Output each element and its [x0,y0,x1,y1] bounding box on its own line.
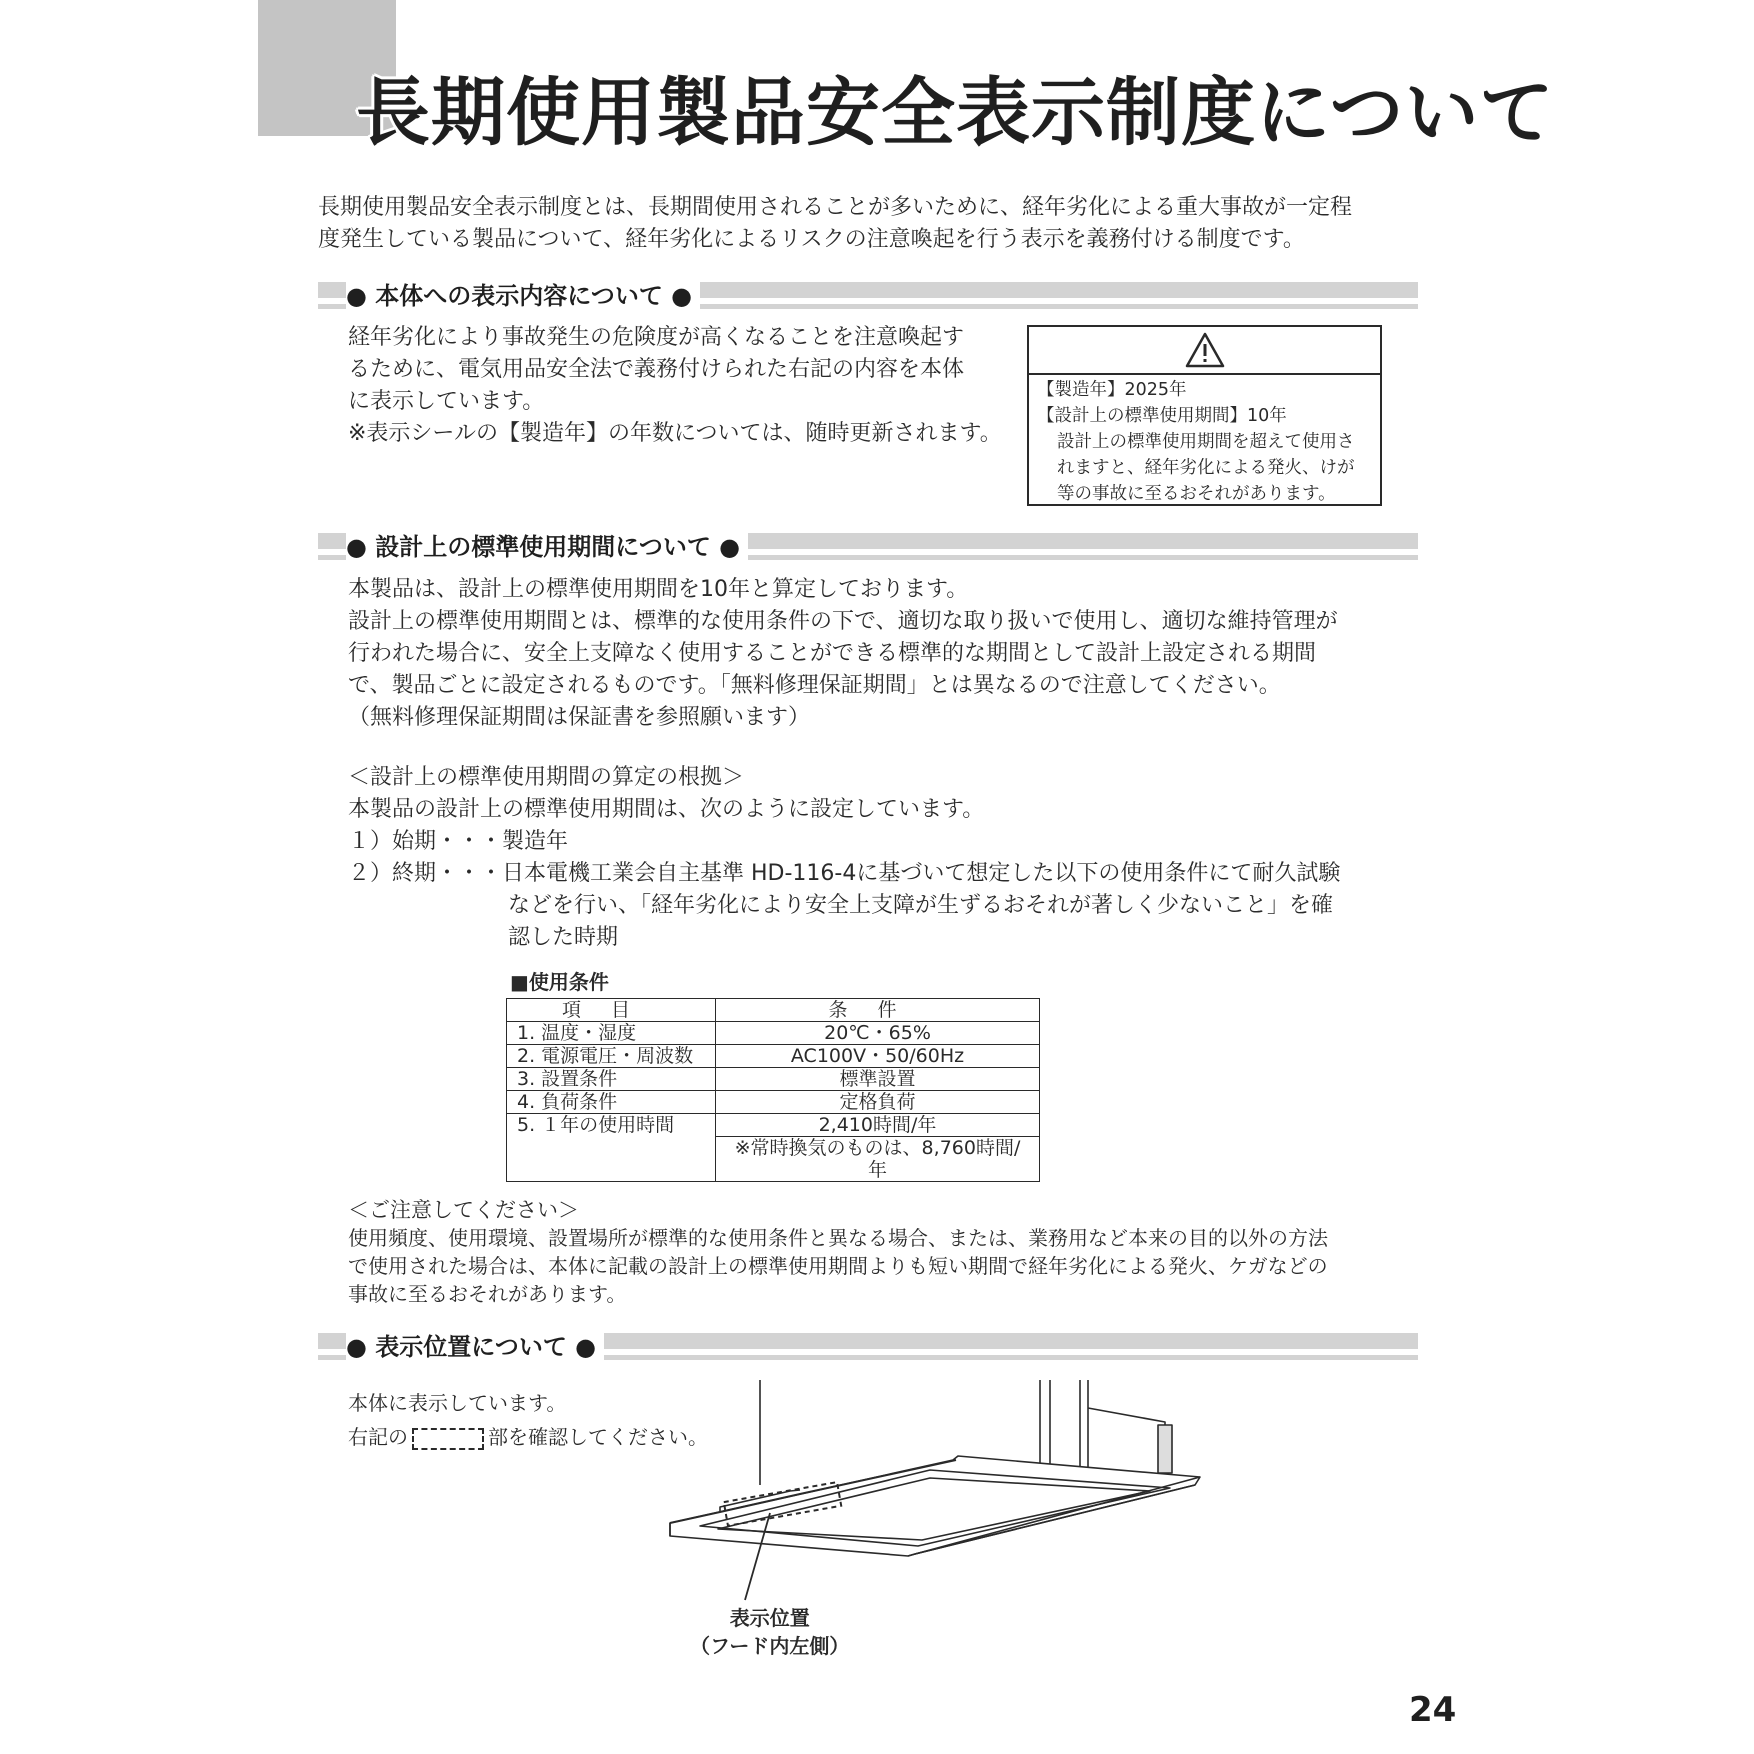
table-cell: 3. 設置条件 [507,1068,716,1091]
basis-item-start: １）始期・・・製造年 [348,829,569,854]
text-line: るために、電気用品安全法で義務付けられた右記の内容を本体 [348,357,965,382]
intro-paragraph [318,192,1418,256]
standard-period-explanation [348,574,1398,734]
table-cell: 20℃・65% [716,1022,1040,1045]
text-line: 経年劣化により事故発生の危険度が高くなることを注意喚起す [348,325,965,350]
table-title: ■使用条件 [510,970,609,994]
warning-triangle-icon [1185,332,1225,368]
text-line: 行われた場合に、安全上支障なく使用することができる標準的な期間として設計上設定される期間 [348,641,1317,666]
manufacture-year: 【製造年】2025年 [1037,380,1187,400]
warning-label-box [1027,325,1382,506]
intro-line: 長期使用製品安全表示制度とは、長期間使用されることが多いために、経年劣化による重大事故が一定程 [318,195,1353,220]
label-location-callout [690,1604,849,1660]
usage-conditions-table [506,998,1040,1182]
table-cell: 5. １年の使用時間 [507,1114,716,1182]
table-row [507,1022,1040,1045]
table-row [507,1068,1040,1091]
text-line [348,1420,708,1454]
basis-item-end: ２）終期・・・日本電機工業会自主基準 HD-116-4に基づいて想定した以下の使用条件にて耐久試験 [348,861,1341,886]
text-line: で、製品ごとに設定されるものです。「無料修理保証期間」とは異なるので注意してください。 [348,673,1281,698]
section-heading-standard-period: ● 設計上の標準使用期間について ● [346,532,748,562]
text-line: 設計上の標準使用期間とは、標準的な使用条件の下で、適切な取り扱いで使用し、適切な維持管理が [348,609,1338,634]
table-cell: 2. 電源電圧・周波数 [507,1045,716,1068]
table-cell: ※常時換気のものは、8,760時間/年 [716,1137,1040,1182]
section-heading-label-content: ● 本体への表示内容について ● [346,281,700,311]
table-row [507,1091,1040,1114]
dashed-box-marker [412,1428,484,1450]
table-header: 条件 [716,999,1040,1022]
table-cell: 標準設置 [716,1068,1040,1091]
page-title: 長期使用製品安全表示制度について [356,70,1555,156]
table-header: 項目 [507,999,716,1022]
callout-line: 表示位置 [729,1606,810,1630]
intro-line: 度発生している製品について、経年劣化によるリスクの注意喚起を行う表示を義務付ける制度です。 [318,227,1305,252]
text-line: で使用された場合は、本体に記載の設計上の標準使用期間よりも短い期間で経年劣化による発火、ケガなどの [348,1254,1328,1278]
text-line: 事故に至るおそれがあります。 [348,1282,627,1306]
table-row [507,1114,1040,1137]
table-header-row [507,999,1040,1022]
text-line: ※表示シールの【製造年】の年数については、随時更新されます。 [348,421,1002,446]
text-line: 本製品は、設計上の標準使用期間を10年と算定しております。 [348,577,969,602]
label-explanation [348,322,1018,450]
range-hood-illustration [660,1380,1220,1640]
basis-title: ＜設計上の標準使用期間の算定の根拠＞ [348,765,745,790]
table-cell: AC100V・50/60Hz [716,1045,1040,1068]
section-heading-label-location: ● 表示位置について ● [346,1332,604,1362]
standard-period: 【設計上の標準使用期間】10年 [1037,406,1287,426]
warning-label-text [1029,375,1380,507]
text-line: 使用頻度、使用環境、設置場所が標準的な使用条件と異なる場合、または、業務用など本来の目的以外の方法 [348,1226,1328,1250]
table-cell: 2,410時間/年 [716,1114,1040,1137]
calculation-basis [348,762,1398,954]
basis-item-end-cont: などを行い、「経年劣化により安全上支障が生ずるおそれが著しく少ないこと」を確 [508,893,1334,918]
table-cell: 定格負荷 [716,1091,1040,1114]
table-cell: 4. 負荷条件 [507,1091,716,1114]
page-number: 24 [1409,1690,1457,1730]
label-note-line: 設計上の標準使用期間を超えて使用さ [1057,432,1355,452]
caution-block [348,1196,1408,1308]
table-cell: 1. 温度・湿度 [507,1022,716,1045]
text-fragment: 部を確認してください。 [488,1425,708,1449]
text-line: に表示しています。 [348,389,545,414]
label-note-line: れますと、経年劣化による発火、けが [1057,458,1355,478]
text-line: 本製品の設計上の標準使用期間は、次のように設定しています。 [348,797,985,822]
text-fragment: 右記の [348,1425,408,1449]
text-line: 本体に表示しています。 [348,1391,567,1415]
label-note-line: 等の事故に至るおそれがあります。 [1057,484,1336,504]
caution-title: ＜ご注意してください＞ [348,1198,579,1222]
text-line: （無料修理保証期間は保証書を参照願います） [348,705,811,730]
location-text [348,1386,708,1454]
table-row [507,1045,1040,1068]
warning-header [1029,327,1380,375]
callout-line: （フード内左側） [690,1634,850,1658]
basis-item-end-cont: 認した時期 [508,925,619,950]
